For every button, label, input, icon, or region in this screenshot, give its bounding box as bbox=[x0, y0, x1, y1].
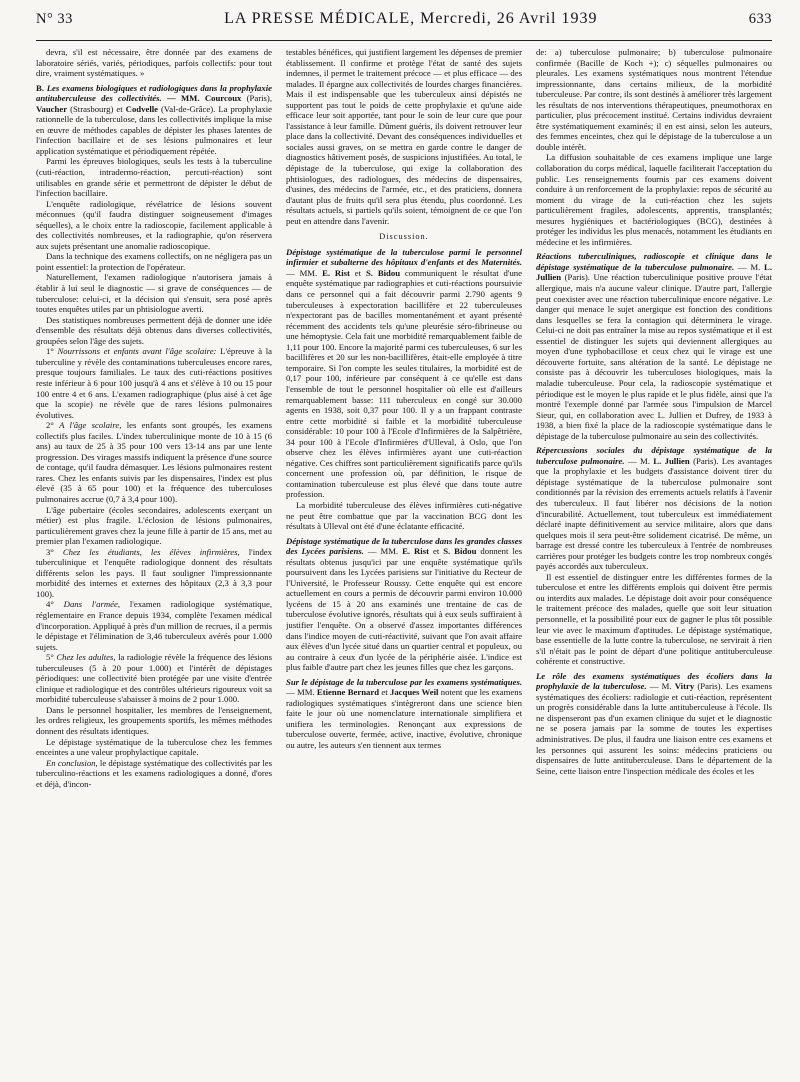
emphasis-text: S. Bidou bbox=[443, 546, 477, 557]
emphasis-text: E. Rist bbox=[402, 546, 429, 557]
paragraph bbox=[36, 47, 272, 79]
emphasis-text: A l'âge scolaire bbox=[59, 420, 120, 431]
emphasis-text: Sur le dépistage de la tuberculose par les examens systématiques. bbox=[286, 676, 522, 687]
paragraph bbox=[36, 737, 272, 758]
text-run: , le dépistage systématique des collectivités par les tuberculino-réactions et les examens radiologiques a donné, d'ores et déjà, d'incon- bbox=[36, 757, 272, 789]
text-run: donnent les résultats obtenus jusqu'ici par une enquête systématique qu'ils poursuivent dans les Lycées parisiens sur l'initiative du Recteur de l'Université, le Professeur Roussy. Cette enquête qui est encore actuellement en cours a permis de découvrir parmi environ 10.000 lycéens de 15 à 20 ans examinés une trentaine de cas de tuberculose évolutive ignorés, résultats qui à eux seuls suffiraient à justifier l'enquête. On a observé d'assez importantes différences dans l'indice moyen de cuti-réactivité, suivant que l'on avait affaire aux élèves d'un lycée situé dans un quartier central et populeux, ou au contraire à ceux d'un lycée de la périphérie aisée. L'indice est plus faible d'autre part chez les jeunes filles que chez les garçons. bbox=[286, 546, 522, 673]
text-run: (Paris). Les avantages que la prophylaxie et les budgets d'assistance doivent tirer du dépistage systématique de la tuberculose pulmonaire sont conditionnés par la révision des errements actuels relatifs à l'avenir des tuberculeux. Il faut libérer nos décisions de la notion d'incurabilité. Actuellement, tout tuberculeux est immédiatement déclaré inapte définitivement au service militaire, alors que dans quelques mois il sera peut-être solidement cicatrisé. De même, un barrage est dressé contre les tuberculeux à l'entrée de nombreuses carrières pour protéger les budgets contre les trop nombreux congés payés accordés aux tuberculeux. bbox=[536, 455, 772, 572]
paragraph bbox=[536, 152, 772, 247]
emphasis-text: Courcoux bbox=[204, 93, 242, 104]
text-run: — M. bbox=[624, 455, 654, 466]
text-run: 4° bbox=[46, 599, 64, 610]
text-run: , les enfants sont groupés, les examens collectifs plus faciles. L'index tuberculinique monte de 10 à 15 (6 ans) au taux de 25 à 35 pour 100 vers 13-14 ans par une lente progression. Des virages massifs indiquent la présence d'une source de contage, qu'il faudra démasquer. Les lésions pulmonaires restent rares. Chez les enfants suivis par les dispensaires, l'index est plus élevé (35 à 65 pour 100) et la fréquence des tuberculoses pulmonaires accrue (0,7 à 3,4 pour 100). bbox=[36, 420, 272, 504]
emphasis-text: Chez les étudiants, les élèves infirmières bbox=[62, 546, 238, 557]
masthead-title: LA PRESSE MÉDICALE, Mercredi, 26 Avril 1939 bbox=[224, 10, 598, 27]
emphasis-text: En conclusion bbox=[46, 757, 96, 768]
text-run: et bbox=[379, 687, 390, 698]
text-run: Parmi les épreuves biologiques, seuls les tests à la tuberculine (cuti-réaction, intradermo-réaction, percuti-réaction) sont utilisables en grande série et permettront de dépister le début de l'infection bacillaire. bbox=[36, 156, 272, 199]
paragraph bbox=[36, 505, 272, 547]
emphasis-text: Vaucher bbox=[36, 103, 68, 114]
text-run: et bbox=[428, 546, 444, 557]
page-number: 633 bbox=[748, 11, 772, 27]
column-right bbox=[536, 47, 772, 1068]
text-run: Naturellement, l'examen radiologique n'autorisera jamais à établir à lui seul le diagnostic — si grave de conséquences — de tuberculose: celui-ci, et la décision qui s'ensuit, sera posé après toutes enquêtes utiles par un phtisiologue averti. bbox=[36, 272, 272, 315]
emphasis-text: Dépistage systématique de la tuberculose dans les grandes classes des Lycées parisiens. bbox=[286, 535, 522, 557]
text-run: testables bénéfices, qui justifient largement les dépenses de premier établissement. Il confirme et protège l'état de santé des sujets indemnes, il permet le traitement précoce — et plus efficace — des malades. Il épargne aux collectivités de lourdes charges financières. Mais il est indispensable que les tuberculeux ainsi dépistés ne supportent pas tout le poids de cette prophylaxie et qu'une aide efficace leur soit apportée, tant pour le soin de leur cure que pour l'assistance à leur famille. Dûment guéris, ils doivent retrouver leur place dans la collectivité. Devant des conséquences individuelles et sociales aussi graves, on se mettra en garde contre le danger de diagnostics hâtivement posés, de suspicions injustifiées. Au total, le dépistage de la tuberculose, qui exige la collaboration des phtisiologues, des radiologues, des médecins de dispensaires, d'usines, des médecins de l'armée, etc., et des praticiens, donnera d'autant plus de fruits qu'il sera plus étendu, plus coordonné. Les résultats actuels, si partiels qu'ils soient, témoignent de ce que l'on peut en attendre dans l'avenir. bbox=[286, 47, 522, 226]
text-run: — MM. bbox=[286, 687, 317, 698]
abstract-paragraph bbox=[286, 677, 522, 751]
text-run: 3° bbox=[46, 546, 63, 557]
text-run: de: a) tuberculose pulmonaire; b) tuberculose pulmonaire confirmée (Bacille de Koch +); c) séquelles pulmonaires ou pleurales. Les examens systématiques nous montrent l'étendue impressionnante, dans certains milieux, de la morbidité tuberculeuse. Par contre, ils sont destinés à améliorer très largement les résultats de nos interventions thérapeutiques, pneumothorax en particulier, plus précocement institué. Certains individus devraient être systématiquement examinés; il en est ainsi, selon les auteurs, des femmes enceintes, chez qui le dépistage de la tuberculose a un double intérêt. bbox=[536, 47, 772, 152]
emphasis-text: Etienne Bernard bbox=[316, 687, 380, 698]
issue-number: N° 33 bbox=[36, 11, 73, 27]
text-run: 1° bbox=[46, 346, 58, 357]
text-run: — MM. bbox=[286, 267, 323, 278]
text-columns bbox=[36, 47, 772, 1068]
text-run: L'épreuve à la tuberculine y révèle des contaminations tuberculeuses encore rares, presque toujours familiales. Le taux des cuti-réactions positives reste inférieur à 6 pour 100 jusqu'à 4 ans et s'élève à 10 ou 15 pour 100 entre 4 et 6 ans. L'examen radiographique (plus aisé à cet âge que la scopie) ne révèle que de rares lésions pulmonaires évolutives. bbox=[36, 346, 272, 420]
paragraph bbox=[36, 420, 272, 504]
paragraph bbox=[286, 500, 522, 532]
paragraph bbox=[36, 315, 272, 347]
emphasis-text: Le rôle des examens systématiques des écoliers dans la prophylaxie de la tuberculose. bbox=[536, 670, 772, 692]
emphasis-text: B. bbox=[36, 82, 47, 93]
emphasis-text: Les examens biologiques et radiologiques dans la prophylaxie antituberculeuse des collectivités. bbox=[36, 82, 272, 104]
text-run: Il est essentiel de distinguer entre les différentes formes de la tuberculose et entre les différents emplois qui doivent être permis ou interdits aux malades. Le dépistage doit avoir pour conséquence le traitement précoce des malades, quelle que soit leur situation personnelle, et la possibilité pour eux de gagner le plus tôt possible leur vie avec le maximum d'aptitudes. Le dépistage systématique, base essentielle de la lutte contre la tuberculose, ne servirait à rien s'il n'était pas le point de départ d'une politique antituberculeuse cohérente et constructive. bbox=[536, 571, 772, 667]
paragraph bbox=[36, 251, 272, 272]
emphasis-text: Dans l'armée bbox=[63, 599, 118, 610]
paragraph bbox=[36, 156, 272, 198]
text-run: 2° bbox=[46, 420, 60, 431]
abstract-paragraph bbox=[286, 247, 522, 500]
text-run: notent que les examens radiologiques systématiques s'intègreront dans une science bien faite le jour où une nomenclature internationale simplifiera et unifiera les terminologies. Renonçant aux expressions de tuberculose ouverte, fermée, active, inactive, évolutive, chronique ou autre, les auteurs s'en tiennent aux termes bbox=[286, 687, 522, 750]
emphasis-text: Vitry bbox=[674, 681, 695, 692]
text-run: Des statistiques nombreuses permettent déjà de donner une idée d'ensemble des résultats déjà obtenus dans diverses collectivités, groupées selon l'âge des sujets. bbox=[36, 314, 272, 346]
paragraph bbox=[536, 47, 772, 152]
text-run: (Paris). Les examens systématiques des écoliers: radiologie et cuti-réaction, représentent un progrès considérable dans la lutte antituberculeuse à l'école. Ils ne dispenseront pas d'un examen clinique du sujet et le diagnostic ne se posera jamais par la somme de toutes les expertises administratives. De plus, il faudra une liaison entre ces examens et les personnes qui assurent les soins: médecins praticiens ou dispensaires de lutte antituberculeuse. Dans le département de la Seine, cette liaison entre l'inspection médicale des écoles et les bbox=[536, 681, 772, 776]
paragraph bbox=[36, 346, 272, 420]
abstract-paragraph bbox=[536, 445, 772, 572]
text-run: communiquent le résultat d'une enquête systématique par radiographies et cuti-réactions poursuivie dans ce personnel qui a fait découvrir parmi 2.790 agents 9 tuberculeuses à expectoration bacillifère et 22 tuberculeuses n'expectorant pas de bacilles momentanément et ayant présenté récemment des accidents tels qu'une pleurésie séro-fibrineuse ou une hémoptysie. Cela fait une morbidité remarquablement faible de 1,11 pour 100. Encore la majorité parmi ces tuberculeuses, 6 sur les bacillifères et 20 sur les non-bacillifères, était-elle employée à titre temporaire. Si l'on compte les seules titulaires, la morbidité est de 0,17 pour 100, inférieure par conséquent à ce qu'elle est dans l'ensemble de tout le personnel hospitalier où elle est d'ailleurs remarquablement basse: 111 tuberculeux en congé sur 30.000 agents en 1938, soit 0,37 pour 100. Il y a un frappant contraste entre cette morbidité si faible et la morbidité tuberculeuse considérable: 10 pour 100 à l'Ecole d'Infirmières de la Salpêtrière, 34 pour 100 à l'Ecole d'Infirmières d'Ulleval, à Oslo, que l'on observe chez les élèves infirmières ayant une cuti-réaction négative. Ces chiffres sont particulièrement significatifs parce qu'ils concernent une profession où, par définition, le risque de contamination tuberculeuse est plus élevé que dans toute autre profession. bbox=[286, 267, 522, 500]
text-run: (Strasbourg) et bbox=[67, 103, 126, 114]
text-run: devra, s'il est nécessaire, être donnée par des examens de laboratoire sériés, variés, périodiques, parfois collectifs: pour tout dire, vraiment systématiques. » bbox=[36, 47, 272, 79]
text-run: 5° bbox=[46, 652, 57, 663]
text-run: — M. bbox=[646, 681, 675, 692]
text-run: L'âge pubertaire (écoles secondaires, adolescents exerçant un métier) est plus fragile. L'éclosion de lésions pulmonaires, particulièrement graves chez la jeune fille à partir de 15 ans, met au premier plan l'examen radiologique. bbox=[36, 504, 272, 547]
column-left bbox=[36, 47, 272, 1068]
emphasis-text: Réactions tuberculiniques, radioscopie et clinique dans le dépistage systématique de la tuberculose pulmonaire. bbox=[536, 251, 772, 272]
paragraph bbox=[536, 572, 772, 667]
text-run: Discussion. bbox=[379, 232, 429, 242]
emphasis-text: S. Bidou bbox=[365, 267, 401, 278]
paragraph bbox=[36, 758, 272, 790]
emphasis-text: E. Rist bbox=[322, 267, 350, 278]
text-run: Dans le personnel hospitalier, les membres de l'enseignement, les ordres religieux, les groupements sportifs, les mêmes méthodes donnent des résultats identiques. bbox=[36, 704, 272, 736]
text-run: , l'examen radiologique systématique, réglementaire en France depuis 1934, complète l'examen médical d'incorporation. Appliqué à près d'un million de recrues, il a permis le dépistage et l'élimination de 3,46 tuberculeux avérés pour 1.000 sujets. bbox=[36, 599, 272, 652]
emphasis-text: Codvelle bbox=[125, 103, 159, 114]
emphasis-text: Jacques Weil bbox=[389, 687, 439, 698]
text-run: Le dépistage systématique de la tuberculose chez les femmes enceintes a une valeur prophylactique capitale. bbox=[36, 736, 272, 758]
emphasis-text: — MM. bbox=[161, 93, 205, 104]
text-run: — MM. bbox=[363, 546, 403, 557]
emphasis-text: Chez les adultes bbox=[56, 652, 114, 663]
abstract-paragraph bbox=[36, 83, 272, 157]
emphasis-text: L. Jullien bbox=[653, 455, 690, 466]
emphasis-text: L. Jullien bbox=[536, 261, 772, 283]
abstract-paragraph bbox=[536, 671, 772, 776]
emphasis-text: Dépistage systématique de la tuberculose parmi le personnel infirmier et subalterne des hôpitaux d'enfants et des Maternités. bbox=[286, 246, 522, 268]
header-rule bbox=[36, 40, 772, 41]
abstract-paragraph bbox=[536, 251, 772, 441]
text-run: , l'index tuberculinique et l'enquête radiologique donnent des résultats différents selon les pays. Il faut souligner l'impressionnante morbidité des internes et externes des hôpitaux (2,3 à 3,3 pour 100). bbox=[36, 546, 272, 599]
paragraph bbox=[36, 547, 272, 600]
paragraph bbox=[36, 705, 272, 737]
text-run: L'enquête radiologique, révélatrice de lésions souvent méconnues (qu'il faudra distinguer soigneusement d'images séquelles), a le choix entre la radioscopie, facilement applicable à des collectivités nombreuses, et la radiographie, qu'on réservera aux sujets présentant une anomalie radioscopique. bbox=[36, 198, 272, 251]
text-run: La morbidité tuberculeuse des élèves infirmières cuti-négative ne peut être combattue que par la vaccination BCG dont les résultats à Ulleval ont été d'une éclatante efficacité. bbox=[286, 499, 522, 532]
paragraph bbox=[36, 199, 272, 252]
paragraph bbox=[36, 599, 272, 652]
text-run: Dans la technique des examens collectifs, on ne négligera pas un point essentiel: la protection de l'opérateur. bbox=[36, 251, 272, 272]
text-run: — M. bbox=[734, 261, 765, 272]
text-run: et bbox=[349, 267, 366, 278]
text-run: (Paris). Une réaction tuberculinique positive prouve l'état allergique, mais n'a aucune valeur clinique. D'autre part, l'allergie peut coexister avec une réaction tuberculinique encore négative. Le danger qui menace le sujet anergique est fonction des conditions dans lesquelles se fera la contagion qui déterminera le virage. Celui-ci ne doit pas entraîner la mise au repos systématique et il est essentiel de distinguer les sujets qui deviennent allergiques au moyen d'une typhobacillose et ceux chez qui le virage est une découverte fortuite, sans altération de la santé. Le dépistage ne consiste pas à découvrir les tuberculoses biologiques, mais la maladie tuberculeuse. Pour cela, la radioscopie systématique et périodique est le moyen le plus rapide et le plus fidèle, ainsi que l'a montré l'exemple donné par l'armée sous l'impulsion de Marcel Sieur, qui, en collaboration avec L. Jullien et Dufrey, de 1933 à 1938, a bien fixé la place de la radioscopie systématique dans le dépistage de la tuberculose pulmonaire au sein des collectivités. bbox=[536, 272, 772, 441]
text-run: (Paris), bbox=[241, 93, 272, 104]
paragraph bbox=[36, 272, 272, 314]
text-run: , la radiologie révèle la fréquence des lésions tuberculeuses (5 à 20 pour 1.000) et l'intérêt de dépistages périodiques: une collectivité bien protégée par une visite d'entrée clinique et radiologique et des contrôles ultérieurs rigoureux voit sa morbidité tuberculeuse s'abaisser à moins de 2 pour 1.000. bbox=[36, 652, 272, 705]
paragraph bbox=[286, 47, 522, 226]
paragraph bbox=[36, 652, 272, 705]
text-run: La diffusion souhaitable de ces examens implique une large collaboration du corps médical, laquelle faciliterait l'acceptation du public. Les renseignements fournis par ces examens doivent conduire à un renforcement de la prophylaxie: repos de sécurité au moment du virage de la cuti-réaction chez les sujets particulièrement fragiles, adolescents, apprentis, transplantés; mesures hygiéniques et bactériologiques (BCG), destinées à protéger les individus les plus menacés, notamment les étudiants en médecine et les infirmières. bbox=[536, 152, 772, 247]
page-header bbox=[36, 10, 772, 36]
emphasis-text: Répercussions sociales du dépistage systématique de la tuberculose pulmonaire. bbox=[536, 445, 772, 466]
abstract-paragraph bbox=[286, 536, 522, 673]
text-run: (Val-de-Grâce). La prophylaxie rationnelle de la tuberculose, dans les collectivités implique la mise en œuvre de méthodes capables de dépister les phases latentes de l'infection bacillaire et de ses lésions pulmonaires et leur application systématique et périodiquement répétée. bbox=[36, 103, 272, 156]
emphasis-text: Nourrissons et enfants avant l'âge scolaire: bbox=[57, 346, 217, 357]
section-heading bbox=[286, 232, 522, 243]
column-middle bbox=[286, 47, 522, 1068]
